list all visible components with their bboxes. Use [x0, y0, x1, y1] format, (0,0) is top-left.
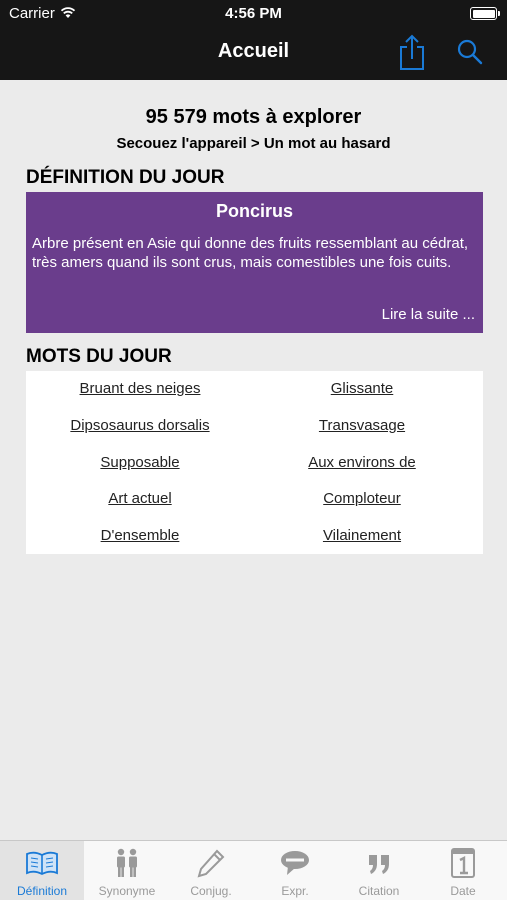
- quote-icon: [361, 847, 397, 879]
- word-link[interactable]: D'ensemble: [100, 527, 180, 544]
- summary: [0, 106, 507, 152]
- definition-text: Arbre présent en Asie qui donne des fruits ressemblant au cédrat, très amers quand ils sont crus, mais comestibles une fois cuits.: [32, 235, 469, 271]
- definition-card[interactable]: [26, 192, 483, 333]
- pencil-icon: [193, 847, 229, 879]
- word-link[interactable]: Dipsosaurus dorsalis: [70, 417, 210, 434]
- tab-label: Citation: [358, 884, 400, 898]
- word-link[interactable]: Aux environs de: [308, 454, 416, 471]
- word-count: 95 579 mots à explorer: [145, 106, 362, 128]
- tab-label: Définition: [16, 884, 68, 898]
- tab-citation[interactable]: [337, 841, 421, 900]
- tab-definition[interactable]: [0, 841, 84, 900]
- word-link[interactable]: Bruant des neiges: [79, 380, 201, 397]
- tab-date[interactable]: [421, 841, 505, 900]
- tab-conjugaison[interactable]: [169, 841, 253, 900]
- word-link[interactable]: Vilainement: [322, 527, 402, 544]
- tab-label: Synonyme: [98, 884, 156, 898]
- tab-expression[interactable]: [253, 841, 337, 900]
- status-bar: [0, 0, 507, 28]
- word-link[interactable]: Transvasage: [318, 417, 406, 434]
- tab-bar: [0, 840, 507, 900]
- tab-label: Expr.: [281, 884, 309, 898]
- word-link[interactable]: Art actuel: [108, 490, 172, 507]
- search-icon[interactable]: [456, 38, 484, 66]
- definition-word: Poncirus: [215, 201, 294, 221]
- tab-synonyme[interactable]: [85, 841, 169, 900]
- carrier-label: Carrier: [9, 5, 55, 22]
- word-link[interactable]: Glissante: [330, 380, 394, 397]
- tab-label: Conjug.: [190, 884, 232, 898]
- share-icon[interactable]: [396, 33, 428, 71]
- definition-section-title: DÉFINITION DU JOUR: [26, 167, 225, 188]
- page-title: Accueil: [217, 40, 290, 62]
- tab-label: Date: [450, 884, 476, 898]
- speech-bubble-icon: [277, 847, 313, 879]
- battery-icon: [470, 7, 497, 20]
- shake-hint: Secouez l'appareil > Un mot au hasard: [116, 135, 391, 152]
- word-link[interactable]: Comploteur: [323, 490, 401, 507]
- status-time: 4:56 PM: [225, 5, 282, 22]
- book-icon: [24, 847, 60, 879]
- words-of-day-list: [26, 371, 483, 554]
- read-more-link[interactable]: Lire la suite ...: [381, 306, 475, 323]
- word-link[interactable]: Supposable: [100, 454, 180, 471]
- top-bar: [0, 0, 507, 80]
- people-icon: [109, 847, 145, 879]
- words-section-title: MOTS DU JOUR: [26, 346, 172, 367]
- calendar-icon: [445, 847, 481, 879]
